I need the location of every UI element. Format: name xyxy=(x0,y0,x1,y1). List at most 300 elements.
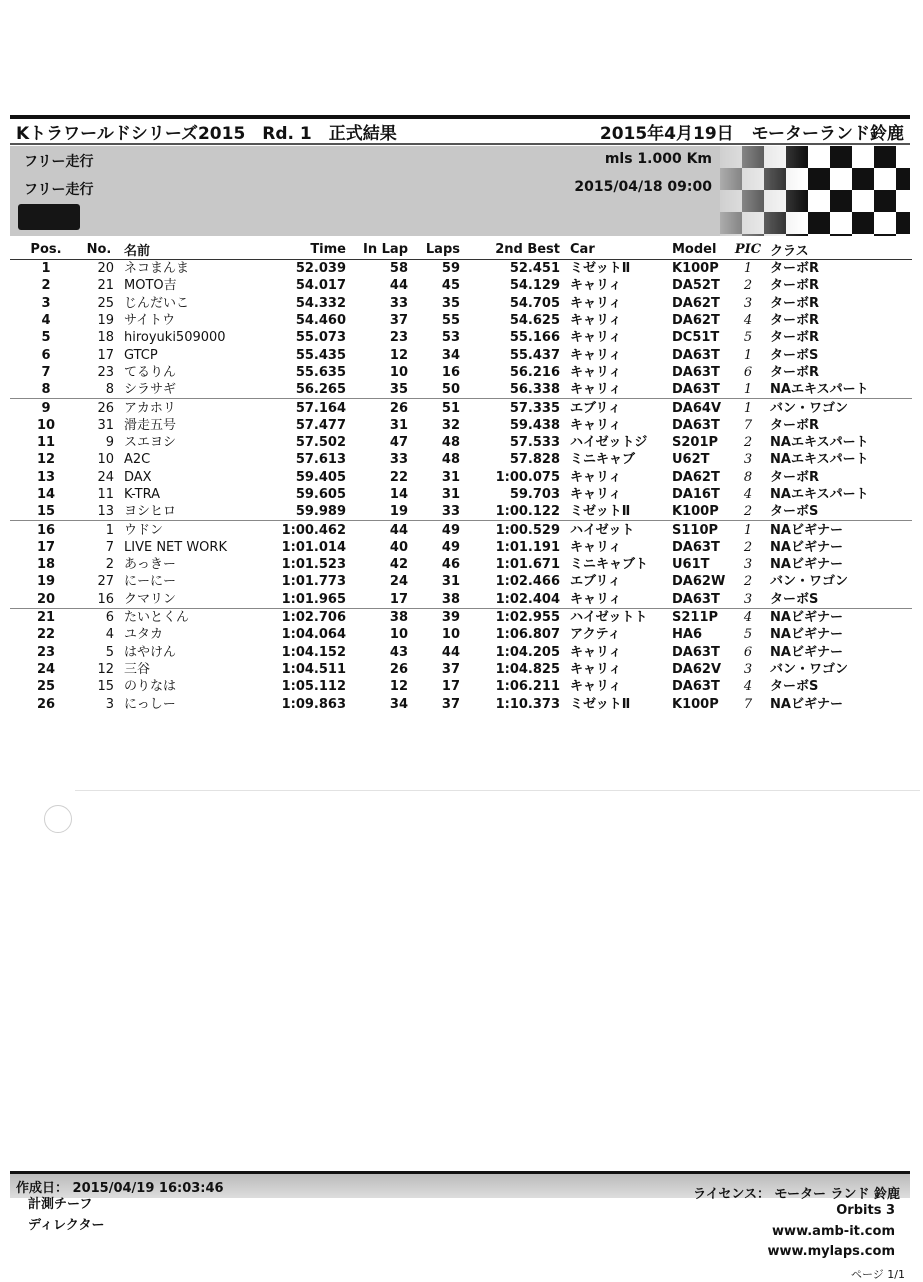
cell-best: 54.625 xyxy=(509,313,560,329)
director-label: ディレクター xyxy=(28,1218,105,1233)
cell-pic: 7 xyxy=(743,696,753,712)
cell-model: DA62W xyxy=(672,574,726,590)
cell-pos: 17 xyxy=(36,539,56,555)
cell-pic: 2 xyxy=(743,574,753,590)
cell-no: 25 xyxy=(97,295,114,311)
cell-model: DA63T xyxy=(672,591,720,607)
cell-class: NAエキスパート xyxy=(770,452,869,468)
cell-name: クマリン xyxy=(124,591,177,607)
cell-pic: 3 xyxy=(743,661,753,677)
col-car: Car xyxy=(562,240,670,260)
cell-laps: 46 xyxy=(441,557,460,573)
cell-inlap: 19 xyxy=(389,504,408,520)
cell-laps: 59 xyxy=(441,261,460,277)
cell-inlap: 38 xyxy=(348,608,410,626)
results-table xyxy=(10,240,912,713)
cell-model: DA63T xyxy=(672,679,720,695)
table-header-row xyxy=(10,240,912,260)
cell-no: 6 xyxy=(82,608,116,626)
cell-class: NAビギナー xyxy=(768,608,912,626)
cell-best: 1:00.529 xyxy=(462,521,562,539)
cell-pic: 5 xyxy=(743,627,753,643)
cell-no: 19 xyxy=(97,313,114,329)
cell-model: DA63T xyxy=(672,539,720,555)
cell-no: 2 xyxy=(105,557,114,573)
cell-model: DA63T xyxy=(672,364,720,380)
cell-no: 13 xyxy=(97,504,114,520)
cell-class: ターボS xyxy=(770,504,819,520)
cell-pic: 1 xyxy=(728,521,768,539)
cell-laps: 33 xyxy=(441,504,460,520)
title-right xyxy=(600,119,904,144)
cell-inlap: 26 xyxy=(348,399,410,417)
cell-car: キャリィ xyxy=(570,644,622,660)
cell-car: キャリィ xyxy=(570,364,622,380)
cell-car: キャリィ xyxy=(570,278,622,294)
event-title: Kトラワールドシリーズ2015 Rd. 1 正式結果 xyxy=(16,123,397,144)
cell-laps: 53 xyxy=(441,330,460,346)
cell-no: 31 xyxy=(97,417,114,433)
cell-name: hiroyuki509000 xyxy=(124,330,226,346)
cell-best: 54.129 xyxy=(509,278,560,294)
cell-model: U61T xyxy=(672,557,710,573)
cell-pos: 14 xyxy=(36,487,56,502)
cell-best: 55.437 xyxy=(509,347,560,363)
cell-car: アクティ xyxy=(570,627,621,643)
cell-pos: 18 xyxy=(36,557,56,573)
cell-no: 27 xyxy=(97,574,114,590)
cell-pic: 3 xyxy=(743,452,753,468)
software-name: Orbits 3 xyxy=(836,1203,895,1218)
col-2nd-best: 2nd Best xyxy=(462,240,562,260)
checkered-flag-graphic xyxy=(720,146,910,236)
cell-pic: 2 xyxy=(743,539,753,555)
table-row xyxy=(10,381,912,399)
cell-inlap: 37 xyxy=(389,313,408,329)
cell-name: ヨシヒロ xyxy=(124,504,177,520)
cell-laps: 34 xyxy=(441,347,460,363)
table-row xyxy=(10,295,912,312)
cell-no: 1 xyxy=(82,521,116,539)
cell-no: 10 xyxy=(97,452,114,468)
cell-best: 1:00.075 xyxy=(495,469,560,485)
cell-name: LIVE NET WORK xyxy=(124,539,227,555)
cell-name: にーにー xyxy=(124,574,177,590)
cell-inlap: 47 xyxy=(389,435,408,451)
cell-no: 16 xyxy=(97,591,114,607)
table-row xyxy=(10,399,912,417)
table-row xyxy=(10,644,912,661)
cell-model: DA63T xyxy=(672,417,720,433)
cell-car: キャリィ xyxy=(570,313,622,329)
table-row xyxy=(10,312,912,329)
table-row xyxy=(10,695,912,712)
cell-inlap: 33 xyxy=(389,295,408,311)
page-number: ページ 1/1 xyxy=(851,1268,905,1281)
cell-car: キャリィ xyxy=(570,661,622,677)
cell-inlap: 12 xyxy=(389,347,408,363)
cell-laps: 17 xyxy=(441,679,460,695)
cell-no: 21 xyxy=(97,278,114,294)
cell-pic: 4 xyxy=(743,679,753,695)
cell-pos: 15 xyxy=(36,504,56,520)
cell-car: キャリィ xyxy=(570,679,622,695)
license-text: ライセンス： モーター ランド 鈴鹿 xyxy=(693,1187,900,1202)
cell-time: 56.265 xyxy=(295,382,346,398)
table-body xyxy=(10,260,912,713)
cell-model: S110P xyxy=(670,521,728,539)
cell-time: 1:04.152 xyxy=(281,644,346,660)
cell-car: ミニキャブ xyxy=(570,452,636,468)
cell-best: 59.438 xyxy=(509,417,560,433)
cell-name: のりなは xyxy=(124,679,177,695)
cell-inlap: 12 xyxy=(389,679,408,695)
cell-pic: 3 xyxy=(743,295,753,311)
cell-name: GTCP xyxy=(124,347,158,363)
table-row xyxy=(10,556,912,573)
cell-name: たいとくん xyxy=(116,608,266,626)
cell-no: 15 xyxy=(97,679,114,695)
timing-chief-label: 計測チーフ xyxy=(28,1197,93,1212)
cell-laps: 39 xyxy=(410,608,462,626)
cell-no: 11 xyxy=(97,487,114,502)
punch-hole xyxy=(44,805,72,833)
cell-car: ミゼットⅡ xyxy=(570,504,631,520)
cell-time: 1:01.014 xyxy=(281,539,346,555)
cell-model: S211P xyxy=(670,608,728,626)
cell-laps: 51 xyxy=(410,399,462,417)
cell-name: 滑走五号 xyxy=(124,417,177,433)
cell-name: はやけん xyxy=(124,644,177,660)
cell-inlap: 44 xyxy=(348,521,410,539)
cell-model: DA64V xyxy=(670,399,728,417)
cell-class: NAビギナー xyxy=(768,521,912,539)
cell-inlap: 44 xyxy=(389,278,408,294)
cell-pos: 11 xyxy=(36,435,56,451)
cell-inlap: 10 xyxy=(389,364,408,380)
cell-class: NAビギナー xyxy=(770,539,843,555)
cell-pos: 21 xyxy=(10,608,82,626)
table-row xyxy=(10,608,912,626)
cell-model: K100P xyxy=(672,696,719,712)
cell-time: 1:09.863 xyxy=(281,696,346,712)
cell-time: 1:04.511 xyxy=(281,661,346,677)
cell-model: DA52T xyxy=(672,278,720,294)
cell-pic: 2 xyxy=(743,504,753,520)
cell-pic: 2 xyxy=(743,435,753,451)
cell-laps: 55 xyxy=(441,313,460,329)
cell-name: にっしー xyxy=(124,696,176,712)
cell-class: ターボR xyxy=(770,295,820,311)
cell-class: ターボR xyxy=(770,364,820,380)
cell-name: ネコまんま xyxy=(124,261,190,277)
cell-class: NAビギナー xyxy=(770,644,843,660)
cell-model: DA62V xyxy=(672,661,722,677)
table-row xyxy=(10,451,912,468)
cell-best: 1:00.122 xyxy=(495,504,560,520)
cell-pic: 1 xyxy=(743,261,753,277)
cell-laps: 37 xyxy=(441,696,460,712)
cell-inlap: 23 xyxy=(389,330,408,346)
cell-car: ミゼットⅡ xyxy=(570,696,631,712)
col-time: Time xyxy=(266,240,348,260)
cell-best: 55.166 xyxy=(509,330,560,346)
cell-best: 57.828 xyxy=(509,452,560,468)
cell-pos: 23 xyxy=(36,644,56,660)
cell-name: A2C xyxy=(124,452,151,468)
cell-time: 1:01.965 xyxy=(281,591,346,607)
table-row xyxy=(10,626,912,643)
cell-class: NAビギナー xyxy=(770,627,843,643)
cell-best: 57.533 xyxy=(509,435,560,451)
table-row xyxy=(10,346,912,363)
cell-no: 26 xyxy=(82,399,116,417)
cell-pic: 8 xyxy=(743,469,753,485)
cell-inlap: 24 xyxy=(389,574,408,590)
cell-laps: 49 xyxy=(410,521,462,539)
cell-name: ユタカ xyxy=(124,627,164,643)
cell-name: じんだいこ xyxy=(124,295,190,311)
cell-pos: 6 xyxy=(41,347,51,363)
cell-time: 54.332 xyxy=(295,295,346,311)
cell-inlap: 58 xyxy=(389,261,408,277)
cell-laps: 16 xyxy=(441,364,460,380)
cell-best: 1:10.373 xyxy=(495,696,560,712)
cell-pos: 13 xyxy=(36,469,56,485)
cell-time: 1:00.462 xyxy=(266,521,348,539)
cell-car: ハイゼットジ xyxy=(570,435,648,451)
cell-car: ミニキャブト xyxy=(570,557,649,573)
cell-laps: 48 xyxy=(441,452,460,468)
col-no: No. xyxy=(82,240,116,260)
cell-car: キャリィ xyxy=(570,295,622,311)
cell-laps: 49 xyxy=(441,539,460,555)
col-pic: PIC xyxy=(728,240,768,260)
cell-time: 57.502 xyxy=(295,435,346,451)
cell-time: 59.989 xyxy=(295,504,346,520)
cell-name: DAX xyxy=(124,469,152,485)
col-pos: Pos. xyxy=(10,240,82,260)
cell-car: ハイゼットト xyxy=(562,608,670,626)
cell-laps: 37 xyxy=(441,661,460,677)
redaction-block xyxy=(18,204,80,230)
cell-time: 54.460 xyxy=(295,313,346,329)
cell-model: DA63T xyxy=(672,382,720,398)
cell-best: 52.451 xyxy=(509,261,560,277)
cell-time: 57.613 xyxy=(295,452,346,468)
cell-best: 54.705 xyxy=(509,295,560,311)
cell-pos: 20 xyxy=(36,591,56,607)
cell-best: 56.338 xyxy=(509,382,560,398)
cell-no: 12 xyxy=(97,661,114,677)
cell-model: DA63T xyxy=(672,347,720,363)
table-row xyxy=(10,486,912,503)
cell-pos: 3 xyxy=(41,295,51,311)
cell-class: NAエキスパート xyxy=(770,487,869,502)
cell-time: 54.017 xyxy=(295,278,346,294)
table-row xyxy=(10,469,912,486)
cell-laps: 31 xyxy=(441,487,460,502)
cell-pos: 19 xyxy=(36,574,56,590)
event-date: 2015年4月19日 xyxy=(599,123,734,144)
cell-model: S201P xyxy=(672,435,719,451)
cell-time: 57.477 xyxy=(295,417,346,433)
cell-model: DA63T xyxy=(672,644,720,660)
session-subname: フリー走行 xyxy=(24,182,94,198)
cell-name: アカホリ xyxy=(116,399,266,417)
cell-inlap: 33 xyxy=(389,452,408,468)
cell-no: 18 xyxy=(97,330,114,346)
cell-no: 7 xyxy=(105,539,114,555)
cell-time: 55.435 xyxy=(295,347,346,363)
created-timestamp: 作成日： 2015/04/19 16:03:46 xyxy=(16,1181,224,1196)
cell-time: 1:05.112 xyxy=(281,679,346,695)
cell-no: 4 xyxy=(105,627,114,643)
cell-model: DA62T xyxy=(672,295,720,311)
track-length: mls 1.000 Km xyxy=(604,151,712,167)
table-row xyxy=(10,678,912,695)
cell-laps: 50 xyxy=(441,382,460,398)
cell-laps: 10 xyxy=(441,627,460,643)
cell-no: 9 xyxy=(105,435,114,451)
cell-car: キャリィ xyxy=(570,539,622,555)
page-divider xyxy=(75,790,920,791)
cell-pos: 26 xyxy=(36,696,56,712)
table-row xyxy=(10,434,912,451)
cell-laps: 32 xyxy=(441,417,460,433)
cell-class: ターボS xyxy=(770,347,819,363)
cell-inlap: 43 xyxy=(389,644,408,660)
session-datetime: 2015/04/18 09:00 xyxy=(574,179,712,195)
cell-model: DA62T xyxy=(672,313,720,329)
cell-laps: 45 xyxy=(441,278,460,294)
cell-no: 23 xyxy=(97,364,114,380)
cell-pic: 4 xyxy=(728,608,768,626)
cell-inlap: 10 xyxy=(389,627,408,643)
cell-class: ターボR xyxy=(770,261,820,277)
col-laps: Laps xyxy=(410,240,462,260)
cell-pic: 1 xyxy=(743,382,753,398)
cell-time: 1:01.523 xyxy=(281,557,346,573)
cell-pic: 7 xyxy=(743,417,753,433)
cell-pic: 6 xyxy=(743,364,753,380)
cell-best: 1:01.191 xyxy=(495,539,560,555)
cell-time: 57.164 xyxy=(266,399,348,417)
table-row xyxy=(10,591,912,609)
cell-best: 57.335 xyxy=(462,399,562,417)
cell-inlap: 26 xyxy=(389,661,408,677)
cell-model: DC51T xyxy=(672,330,720,346)
cell-name: シラサギ xyxy=(124,382,177,398)
cell-time: 1:04.064 xyxy=(281,627,346,643)
cell-car: キャリィ xyxy=(570,417,622,433)
col-inlap: In Lap xyxy=(348,240,410,260)
cell-pos: 25 xyxy=(36,679,56,695)
title-bar xyxy=(10,115,910,145)
cell-inlap: 42 xyxy=(389,557,408,573)
cell-car: ミゼットⅡ xyxy=(570,261,631,277)
cell-name: ウドン xyxy=(116,521,266,539)
cell-best: 59.703 xyxy=(509,487,560,502)
cell-time: 55.635 xyxy=(295,364,346,380)
cell-name: スエヨシ xyxy=(124,435,177,451)
cell-best: 1:02.955 xyxy=(462,608,562,626)
cell-best: 1:06.211 xyxy=(495,679,560,695)
cell-class: NAエキスパート xyxy=(770,382,869,398)
cell-car: エブリィ xyxy=(570,574,621,590)
table-row xyxy=(10,661,912,678)
cell-car: キャリィ xyxy=(570,487,622,502)
table-row xyxy=(10,277,912,294)
cell-class: ターボS xyxy=(770,679,819,695)
cell-inlap: 34 xyxy=(389,696,408,712)
col-name: 名前 xyxy=(116,240,266,260)
col-model: Model xyxy=(670,240,728,260)
cell-car: ハイゼット xyxy=(562,521,670,539)
cell-model: U62T xyxy=(672,452,710,468)
cell-inlap: 14 xyxy=(389,487,408,502)
cell-laps: 31 xyxy=(441,574,460,590)
cell-class: NAビギナー xyxy=(770,696,843,712)
cell-pos: 16 xyxy=(10,521,82,539)
table-row xyxy=(10,573,912,590)
table-row xyxy=(10,364,912,381)
cell-pos: 22 xyxy=(36,627,56,643)
cell-pos: 24 xyxy=(36,661,56,677)
cell-inlap: 22 xyxy=(389,469,408,485)
cell-best: 1:01.671 xyxy=(495,557,560,573)
cell-class: NAビギナー xyxy=(770,557,843,573)
cell-no: 5 xyxy=(105,644,114,660)
table-row xyxy=(10,539,912,556)
cell-car: キャリィ xyxy=(570,330,622,346)
cell-class: ターボR xyxy=(770,417,820,433)
cell-no: 17 xyxy=(97,347,114,363)
cell-laps: 38 xyxy=(441,591,460,607)
cell-model: K100P xyxy=(672,504,719,520)
cell-inlap: 17 xyxy=(389,591,408,607)
cell-pic: 2 xyxy=(743,278,753,294)
cell-name: あっきー xyxy=(124,557,176,573)
cell-pos: 5 xyxy=(41,330,51,346)
cell-name: K-TRA xyxy=(124,487,160,502)
cell-laps: 48 xyxy=(441,435,460,451)
cell-best: 1:02.404 xyxy=(495,591,560,607)
cell-pos: 1 xyxy=(41,261,51,277)
cell-time: 59.405 xyxy=(295,469,346,485)
cell-pos: 8 xyxy=(41,382,51,398)
cell-class: ターボR xyxy=(770,469,820,485)
cell-car: キャリィ xyxy=(570,591,622,607)
cell-car: キャリィ xyxy=(570,469,622,485)
cell-best: 1:02.466 xyxy=(495,574,560,590)
cell-laps: 44 xyxy=(441,644,460,660)
website-mylaps: www.mylaps.com xyxy=(767,1244,895,1259)
cell-class: ターボR xyxy=(770,330,820,346)
cell-best: 1:04.205 xyxy=(495,644,560,660)
cell-class: NAエキスパート xyxy=(770,435,869,451)
cell-class: バン・ワゴン xyxy=(770,574,849,590)
cell-name: サイトウ xyxy=(124,313,176,329)
cell-no: 3 xyxy=(105,696,114,712)
event-venue: モーターランド鈴鹿 xyxy=(751,123,904,144)
cell-model: K100P xyxy=(672,261,719,277)
cell-name: MOTO吉 xyxy=(124,278,177,294)
cell-class: ターボR xyxy=(770,313,820,329)
cell-car: キャリィ xyxy=(570,347,622,363)
cell-inlap: 31 xyxy=(389,417,408,433)
cell-pos: 4 xyxy=(41,313,51,329)
